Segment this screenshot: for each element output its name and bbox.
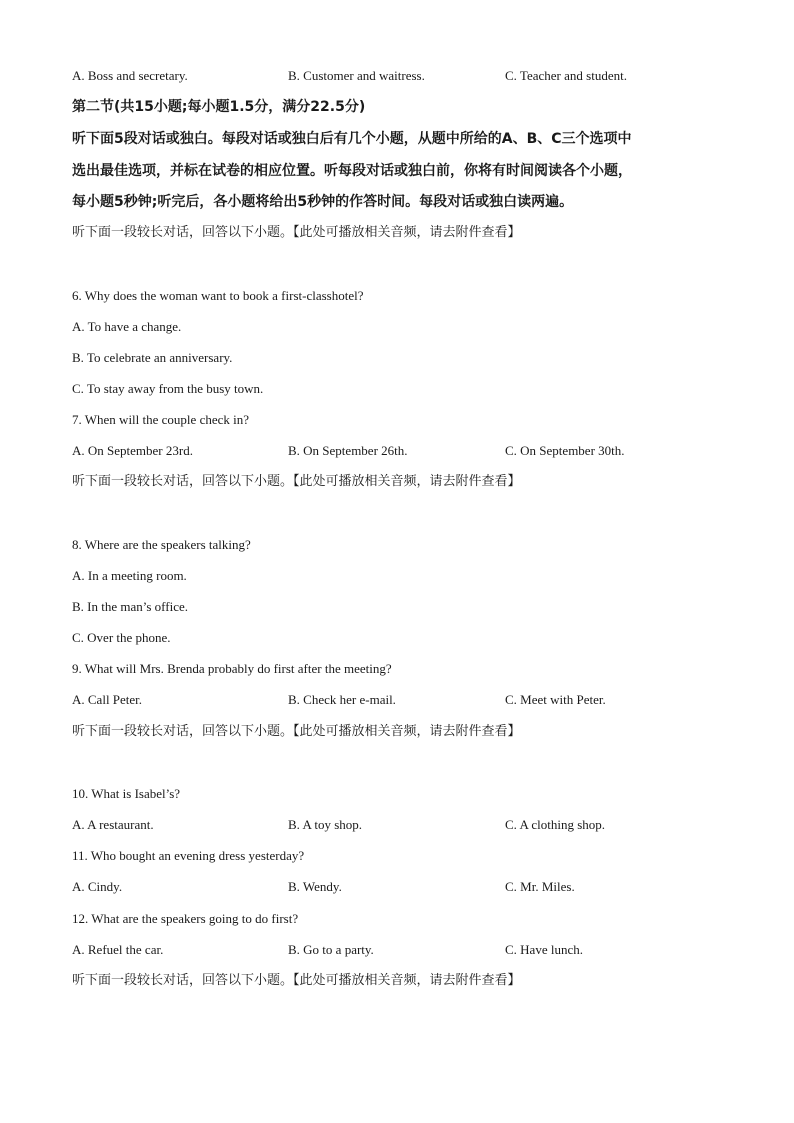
option-b: B. On September 26th. bbox=[288, 443, 408, 458]
q8-option-c: C. Over the phone. bbox=[72, 630, 171, 645]
option-a: A. On September 23rd. bbox=[72, 443, 193, 458]
q6-option-b: B. To celebrate an anniversary. bbox=[72, 350, 233, 365]
section-instructions-line-2: 选出最佳选项，并标在试卷的相应位置。听每段对话或独白前，你将有时间阅读各个小题， bbox=[72, 163, 632, 179]
q9-options bbox=[72, 692, 712, 708]
option-c: C. A clothing shop. bbox=[505, 817, 606, 832]
q10-options bbox=[72, 817, 712, 833]
option-c: C. On September 30th. bbox=[505, 443, 625, 458]
section-instructions-line-3: 每小题5秒钟;听完后，各小题将给出5秒钟的作答时间。每段对话或独白读两遍。 bbox=[72, 194, 574, 210]
option-c: C. Have lunch. bbox=[505, 942, 583, 957]
question-9: 9. What will Mrs. Brenda probably do first after the meeting? bbox=[72, 661, 392, 676]
option-a: A. Boss and secretary. bbox=[72, 68, 188, 83]
q12-options bbox=[72, 942, 712, 958]
q8-option-b: B. In the man’s office. bbox=[72, 599, 189, 614]
question-12: 12. What are the speakers going to do first? bbox=[72, 911, 299, 926]
audio-note: 听下面一段较长对话，回答以下小题。【此处可播放相关音频，请去附件查看】 bbox=[72, 724, 521, 739]
audio-note: 听下面一段较长对话，回答以下小题。【此处可播放相关音频，请去附件查看】 bbox=[72, 225, 521, 240]
question-6: 6. Why does the woman want to book a first-classhotel? bbox=[72, 288, 364, 303]
option-b: B. Go to a party. bbox=[288, 942, 374, 957]
q5-options bbox=[72, 68, 712, 84]
question-8: 8. Where are the speakers talking? bbox=[72, 537, 251, 552]
q6-option-c: C. To stay away from the busy town. bbox=[72, 381, 264, 396]
option-c: C. Meet with Peter. bbox=[505, 692, 606, 707]
option-b: B. Customer and waitress. bbox=[288, 68, 425, 83]
q8-option-a: A. In a meeting room. bbox=[72, 568, 187, 583]
section-instructions-line-1: 听下面5段对话或独白。每段对话或独白后有几个小题，从题中所给的A、B、C三个选项中 bbox=[72, 131, 632, 147]
option-b: B. A toy shop. bbox=[288, 817, 363, 832]
section-heading: 第二节(共15小题;每小题1.5分，满分22.5分) bbox=[72, 99, 366, 115]
option-c: C. Mr. Miles. bbox=[505, 879, 575, 894]
q11-options bbox=[72, 879, 712, 895]
audio-note: 听下面一段较长对话，回答以下小题。【此处可播放相关音频，请去附件查看】 bbox=[72, 973, 521, 988]
question-11: 11. Who bought an evening dress yesterday? bbox=[72, 848, 305, 863]
question-10: 10. What is Isabel’s? bbox=[72, 786, 181, 801]
question-7: 7. When will the couple check in? bbox=[72, 412, 250, 427]
option-a: A. Call Peter. bbox=[72, 692, 143, 707]
q7-options bbox=[72, 443, 712, 459]
option-a: A. Cindy. bbox=[72, 879, 123, 894]
option-b: B. Check her e-mail. bbox=[288, 692, 396, 707]
q6-option-a: A. To have a change. bbox=[72, 319, 182, 334]
option-c: C. Teacher and student. bbox=[505, 68, 627, 83]
option-a: A. A restaurant. bbox=[72, 817, 154, 832]
option-b: B. Wendy. bbox=[288, 879, 342, 894]
option-a: A. Refuel the car. bbox=[72, 942, 164, 957]
audio-note: 听下面一段较长对话，回答以下小题。【此处可播放相关音频，请去附件查看】 bbox=[72, 474, 521, 489]
